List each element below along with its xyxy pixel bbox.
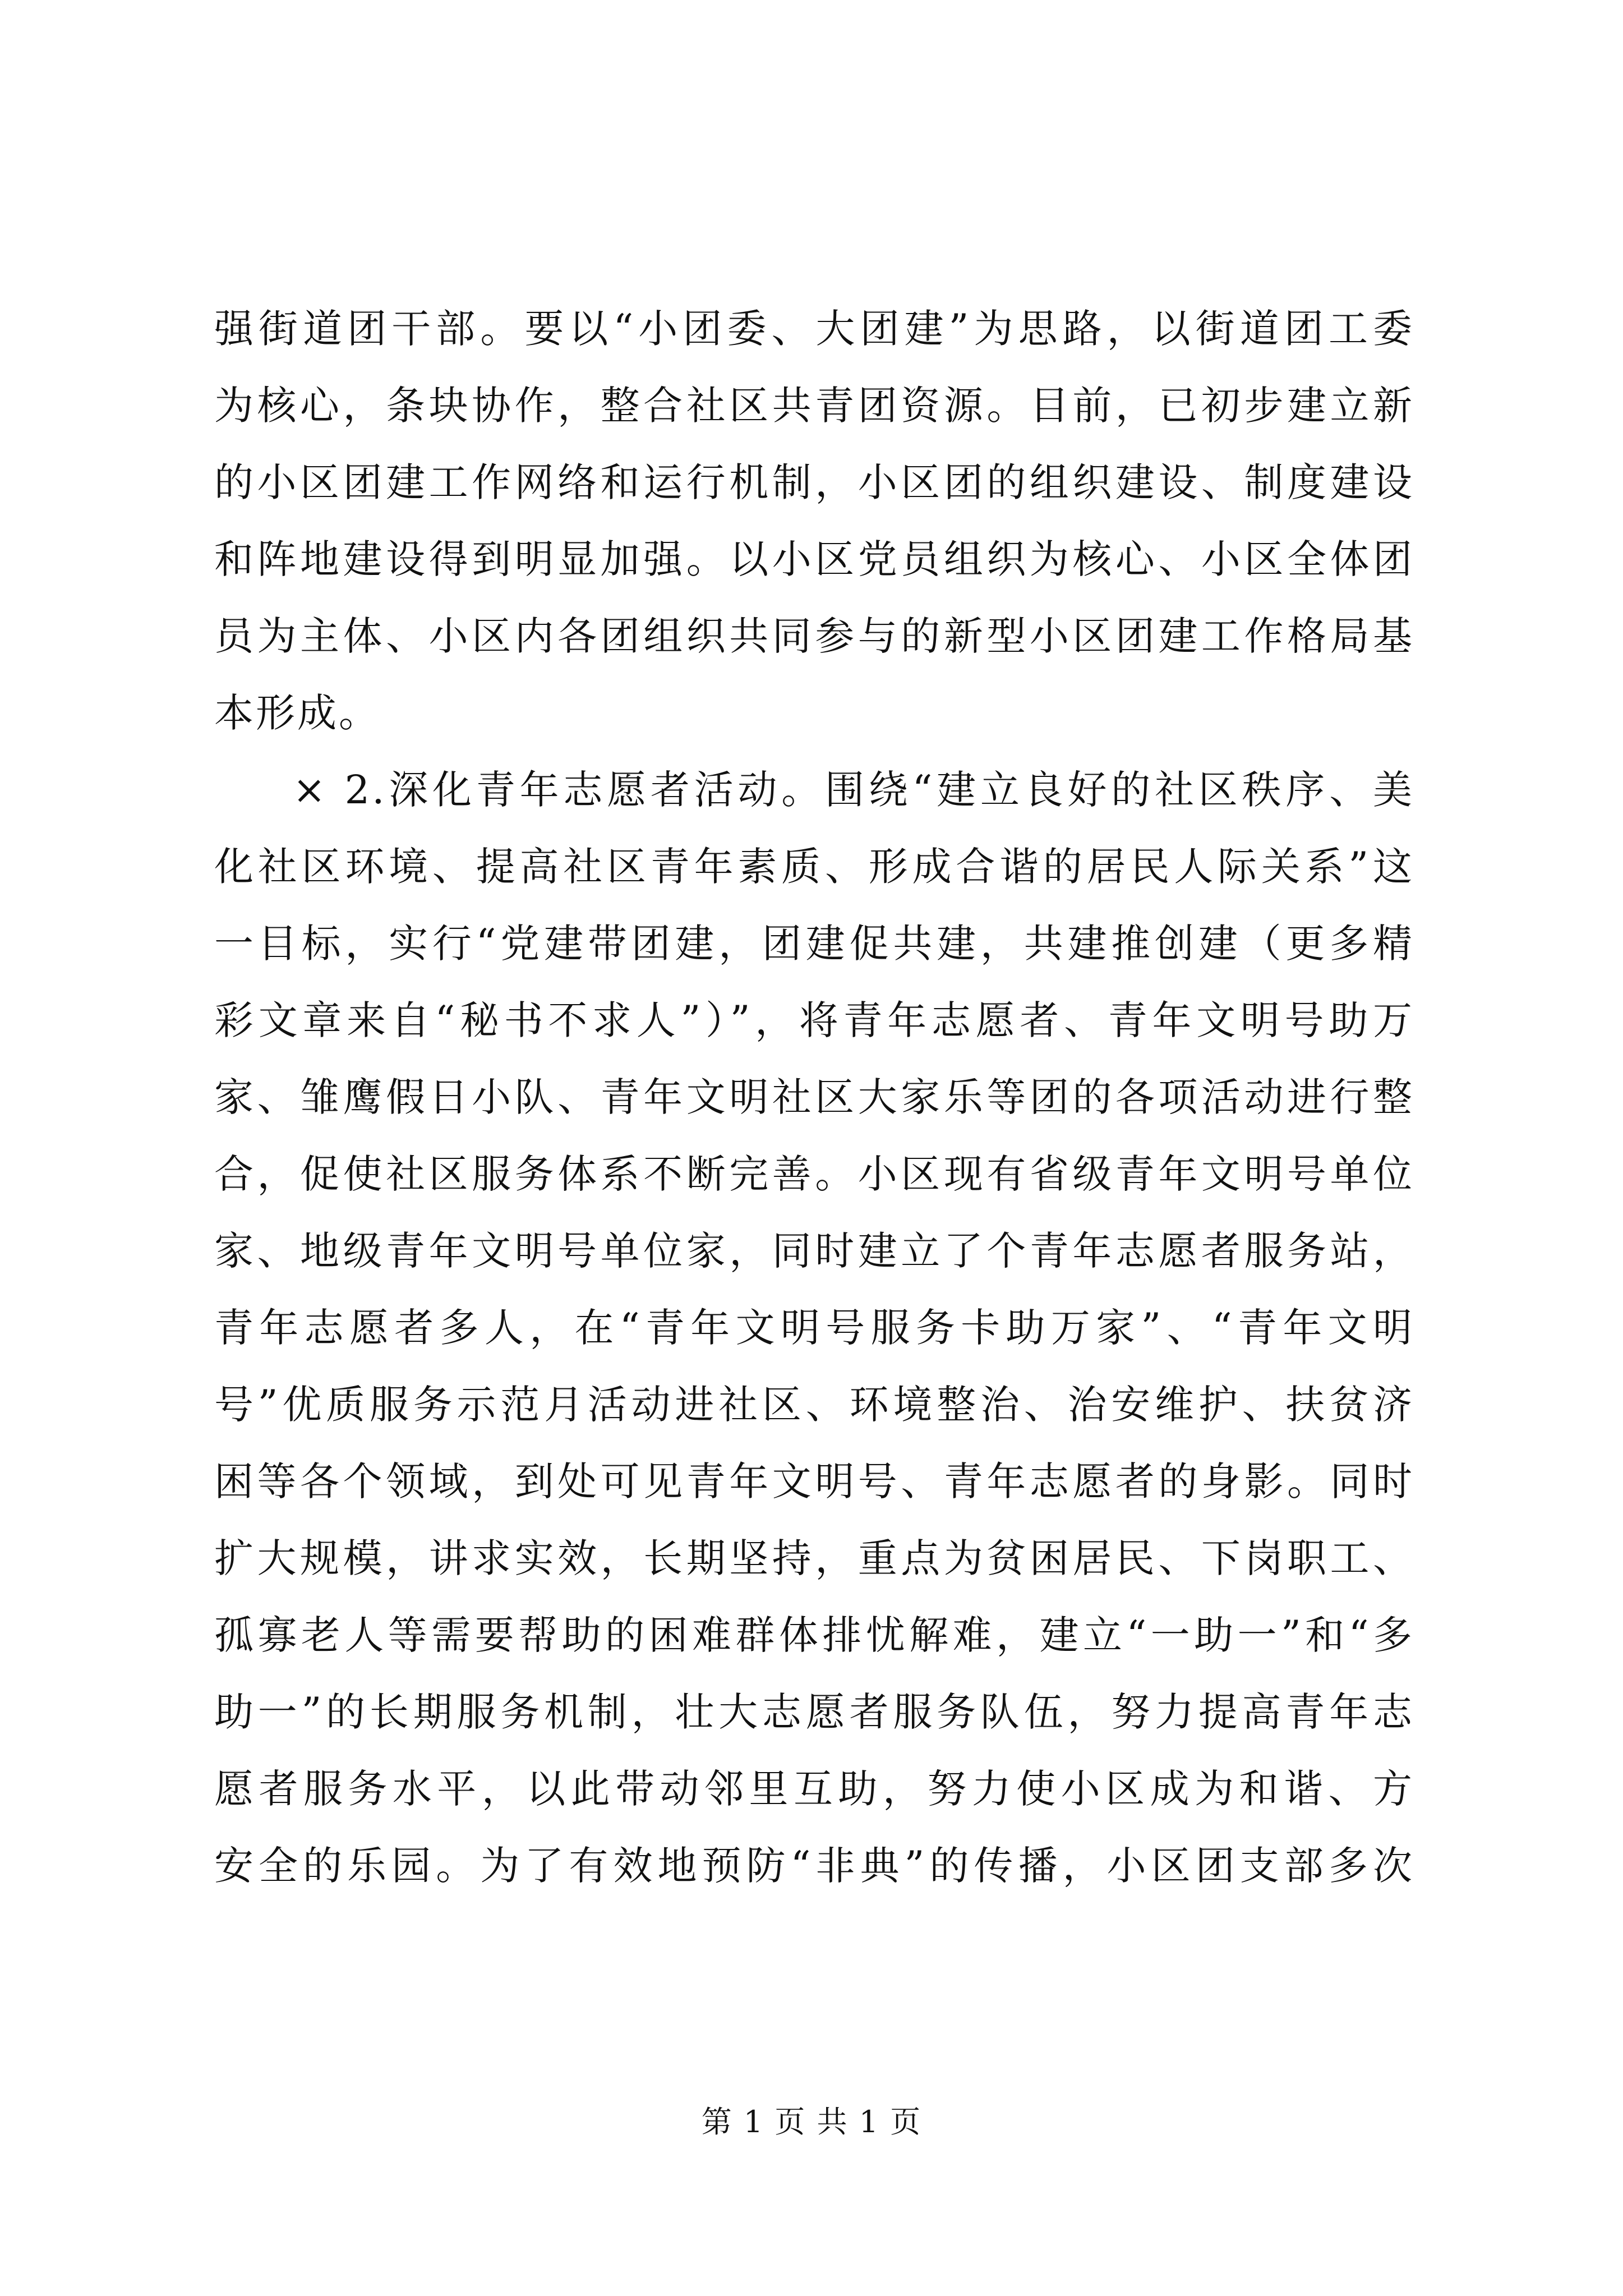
- text-line: 愿者服务水平，以此带动邻里互助，努力使小区成为和谐、方: [214, 1766, 1414, 1812]
- text-line: 助一”的长期服务机制，壮大志愿者服务队伍，努力提高青年志: [214, 1689, 1414, 1735]
- text-line: 的小区团建工作网络和运行机制，小区团的组织建设、制度建设: [214, 459, 1414, 505]
- text-line: 困等各个领域，到处可见青年文明号、青年志愿者的身影。同时: [214, 1458, 1414, 1504]
- text-line: 孤寡老人等需要帮助的困难群体排忧解难，建立“一助一”和“多: [214, 1612, 1414, 1658]
- text-line: 合，促使社区服务体系不断完善。小区现有省级青年文明号单位: [214, 1151, 1414, 1197]
- text-line: 安全的乐园。为了有效地预防“非典”的传播，小区团支部多次: [214, 1843, 1414, 1889]
- text-line: 为核心，条块协作，整合社区共青团资源。目前，已初步建立新: [214, 383, 1414, 429]
- paragraph-start-line: × 2.深化青年志愿者活动。围绕“建立良好的社区秩序、美: [293, 767, 1414, 813]
- text-line: 号”优质服务示范月活动进社区、环境整治、治安维护、扶贫济: [214, 1382, 1414, 1428]
- text-line: 彩文章来自“秘书不求人”）”，将青年志愿者、青年文明号助万: [214, 997, 1414, 1043]
- text-line: 员为主体、小区内各团组织共同参与的新型小区团建工作格局基: [214, 613, 1414, 659]
- text-line: 青年志愿者多人，在“青年文明号服务卡助万家”、“青年文明: [214, 1305, 1414, 1351]
- text-line: 家、雏鹰假日小队、青年文明社区大家乐等团的各项活动进行整: [214, 1074, 1414, 1120]
- page-footer: 第 1 页 共 1 页: [701, 2104, 922, 2139]
- text-line: 扩大规模，讲求实效，长期坚持，重点为贫困居民、下岗职工、: [214, 1535, 1414, 1581]
- text-line: 家、地级青年文明号单位家，同时建立了个青年志愿者服务站，: [214, 1228, 1414, 1274]
- text-line: 本形成。: [214, 690, 380, 736]
- text-line: 强街道团干部。要以“小团委、大团建”为思路，以街道团工委: [214, 306, 1414, 352]
- text-line: 和阵地建设得到明显加强。以小区党员组织为核心、小区全体团: [214, 536, 1414, 582]
- document-body: [214, 291, 1414, 1904]
- text-line: 化社区环境、提高社区青年素质、形成合谐的居民人际关系”这: [214, 844, 1414, 890]
- text-line: 一目标，实行“党建带团建，团建促共建，共建推创建（更多精: [214, 921, 1414, 967]
